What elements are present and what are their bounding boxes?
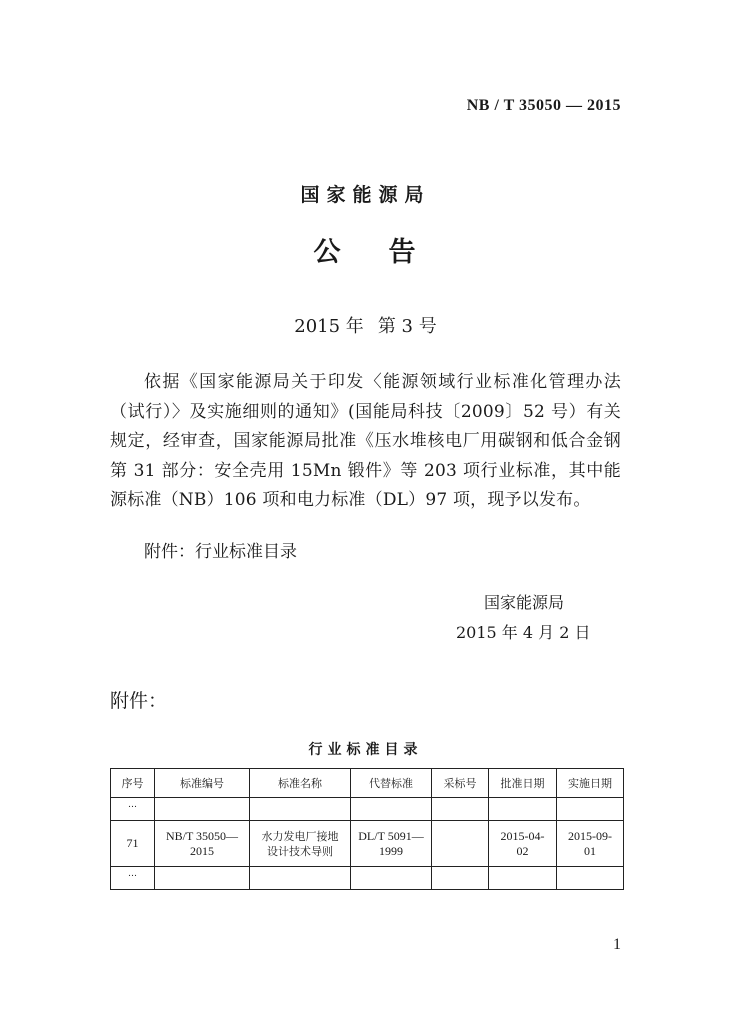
cell-name: 水力发电厂接地 设计技术导则 [250, 821, 351, 867]
agency-heading: 国家能源局 [300, 184, 431, 206]
issue-number [0, 312, 731, 338]
notice-title [0, 230, 731, 269]
issue-year: 2015 年 [294, 316, 364, 337]
signature-date: 2015 年 4 月 2 日 [456, 623, 591, 642]
signature-org: 国家能源局 [484, 593, 565, 612]
table-row-ellipsis-top [111, 798, 624, 821]
attachment-label: 附件： [110, 690, 168, 712]
col-header-code: 标准编号 [155, 769, 250, 798]
col-header-name: 标准名称 [250, 769, 351, 798]
cell-seq: 71 [111, 821, 155, 867]
table-row [111, 821, 624, 867]
table-header-row [111, 769, 624, 798]
table-title: 行业标准目录 [308, 742, 423, 758]
cell-approve-date: 2015-04- 02 [489, 821, 557, 867]
standards-table [110, 768, 624, 890]
notice-body-paragraph: 依据《国家能源局关于印发〈能源领域行业标准化管理办法（试行）〉及实施细则的通知》(国能局科技〔2009〕52 号）有关规定，经审查，国家能源局批准《压水堆核电厂用碳钢和低合金钢第 31 部分：安全壳用 15Mn 锻件》等 203 项行业标准，其中能源标准（NB）106 项和电力标准（DL）97 项，现予以发布。 [110, 372, 621, 510]
col-header-implement-date: 实施日期 [557, 769, 624, 798]
cell-replaces: DL/T 5091— 1999 [351, 821, 432, 867]
cell-implement-date: 2015-09- 01 [557, 821, 624, 867]
ellipsis-cell: … [111, 798, 155, 821]
standard-code: NB / T 35050 — 2015 [466, 97, 621, 114]
page-number: 1 [613, 936, 621, 953]
col-header-adopted: 采标号 [432, 769, 489, 798]
table-row-ellipsis-bottom [111, 867, 624, 890]
cell-adopted [432, 821, 489, 867]
attachment-reference: 附件：行业标准目录 [144, 542, 297, 562]
cell-code: NB/T 35050— 2015 [155, 821, 250, 867]
notice-title-char-1: 公 [313, 237, 343, 268]
notice-title-char-2: 告 [388, 237, 418, 268]
issue-no: 第 3 号 [377, 316, 437, 337]
col-header-replaces: 代替标准 [351, 769, 432, 798]
col-header-seq: 序号 [111, 769, 155, 798]
ellipsis-cell: … [111, 867, 155, 890]
col-header-approve-date: 批准日期 [489, 769, 557, 798]
